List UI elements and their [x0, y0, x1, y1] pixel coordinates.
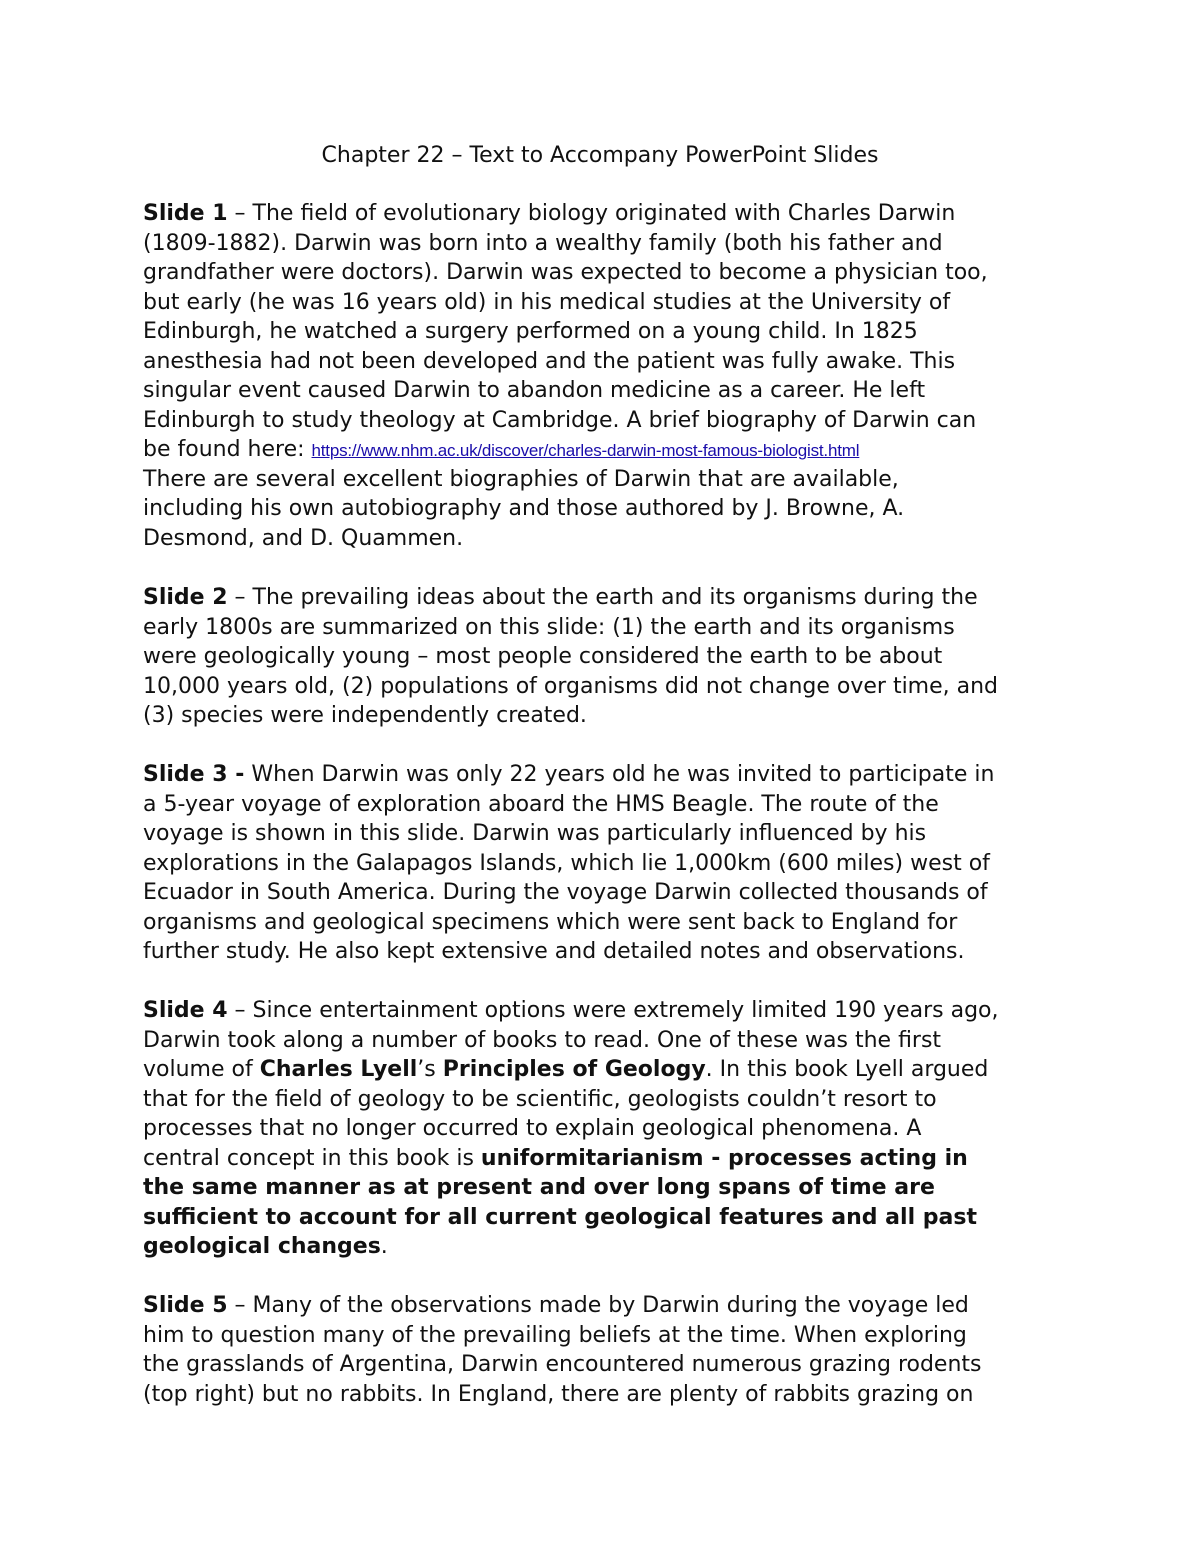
text-span: volume of [143, 1057, 260, 1082]
text-span: – Many of the observations made by Darwin during the voyage led [227, 1293, 969, 1318]
text-line: organisms and geological specimens which were sent back to England for [143, 909, 958, 935]
text-line: (3) species were independently created. [143, 703, 587, 728]
text-span: be found here: [143, 437, 312, 462]
text-line: the grasslands of Argentina, Darwin encountered numerous grazing rodents [143, 1352, 982, 1377]
text-line [143, 760, 994, 790]
text-line: Edinburgh, he watched a surgery performed on a young child. In 1825 [143, 319, 918, 344]
slide-4-paragraph [143, 996, 999, 1262]
text-span: ’s [417, 1057, 443, 1082]
text-line: the same manner as at present and over long spans of time are [143, 1175, 935, 1200]
text-line: sufficient to account for all current geological features and all past [143, 1204, 977, 1230]
text-line: grandfather were doctors). Darwin was expected to become a physician too, [143, 260, 988, 285]
text-line: explorations in the Galapagos Islands, which lie 1,000km (600 miles) west of [143, 850, 990, 876]
text-line: were geologically young – most people considered the earth to be about [143, 644, 943, 669]
text-span: – Since entertainment options were extremely limited 190 years ago, [227, 998, 999, 1023]
text-line: a 5-year voyage of exploration aboard the HMS Beagle. The route of the [143, 791, 939, 817]
text-line: early 1800s are summarized on this slide: (1) the earth and its organisms [143, 614, 955, 640]
text-line: Edinburgh to study theology at Cambridge. A brief biography of Darwin can [143, 407, 977, 433]
text-line: processes that no longer occurred to explain geological phenomena. A [143, 1116, 922, 1141]
text-span: – The prevailing ideas about the earth and its organisms during the [227, 585, 978, 610]
slide-1-paragraph [143, 199, 988, 553]
slide-4-label: Slide 4 [143, 998, 228, 1023]
key-term: geological changes [143, 1234, 381, 1259]
text-line [143, 1232, 999, 1262]
text-span: When Darwin was only 22 years old he was invited to participate in [244, 762, 995, 787]
slide-3-paragraph [143, 760, 994, 967]
text-line: (1809-1882). Darwin was born into a wealthy family (both his father and [143, 230, 943, 256]
slide-2-label: Slide 2 [143, 585, 228, 610]
biography-link[interactable]: https://www.nhm.ac.uk/discover/charles-darwin-most-famous-biologist.html [311, 441, 860, 460]
text-line: but early (he was 16 years old) in his medical studies at the University of [143, 289, 951, 315]
text-line [143, 996, 999, 1026]
text-span: . In this book Lyell argued [705, 1057, 989, 1082]
slide-5-label: Slide 5 [143, 1293, 228, 1318]
text-line [143, 1291, 982, 1321]
text-line: anesthesia had not been developed and the patient was fully awake. This [143, 348, 956, 374]
text-line: (top right) but no rabbits. In England, there are plenty of rabbits grazing on [143, 1381, 974, 1407]
slide-3-label: Slide 3 - [143, 762, 245, 787]
text-line [143, 199, 988, 229]
key-term: uniformitarianism - processes acting in [480, 1145, 968, 1171]
text-line: voyage is shown in this slide. Darwin was particularly influenced by his [143, 821, 927, 846]
text-line: 10,000 years old, (2) populations of organisms did not change over time, and [143, 673, 999, 699]
slide-2-paragraph [143, 583, 998, 731]
text-line: including his own autobiography and those authored by J. Browne, A. [143, 496, 905, 521]
text-line [143, 583, 998, 613]
author-name: Charles Lyell [259, 1057, 418, 1082]
text-line: him to question many of the prevailing beliefs at the time. When exploring [143, 1322, 967, 1348]
text-span: . [380, 1234, 388, 1259]
book-title: Principles of Geology [442, 1057, 706, 1082]
text-line: Darwin took along a number of books to read. One of these was the first [143, 1027, 942, 1053]
text-line: further study. He also kept extensive and detailed notes and observations. [143, 939, 965, 964]
slide-5-paragraph [143, 1291, 982, 1409]
text-line: that for the field of geology to be scientific, geologists couldn’t resort to [143, 1086, 937, 1112]
text-line: There are several excellent biographies of Darwin that are available, [143, 466, 899, 492]
text-span: – The field of evolutionary biology originated with Charles Darwin [227, 201, 956, 226]
text-line: Ecuador in South America. During the voyage Darwin collected thousands of [143, 880, 988, 905]
text-line [143, 1055, 999, 1085]
text-line [143, 1144, 999, 1174]
text-line: Desmond, and D. Quammen. [143, 525, 464, 551]
document-title: Chapter 22 – Text to Accompany PowerPoint Slides [321, 143, 879, 168]
text-span: central concept in this book is [143, 1145, 481, 1171]
text-line [143, 435, 988, 465]
text-line: singular event caused Darwin to abandon medicine as a career. He left [143, 378, 926, 403]
slide-1-label: Slide 1 [143, 201, 228, 226]
